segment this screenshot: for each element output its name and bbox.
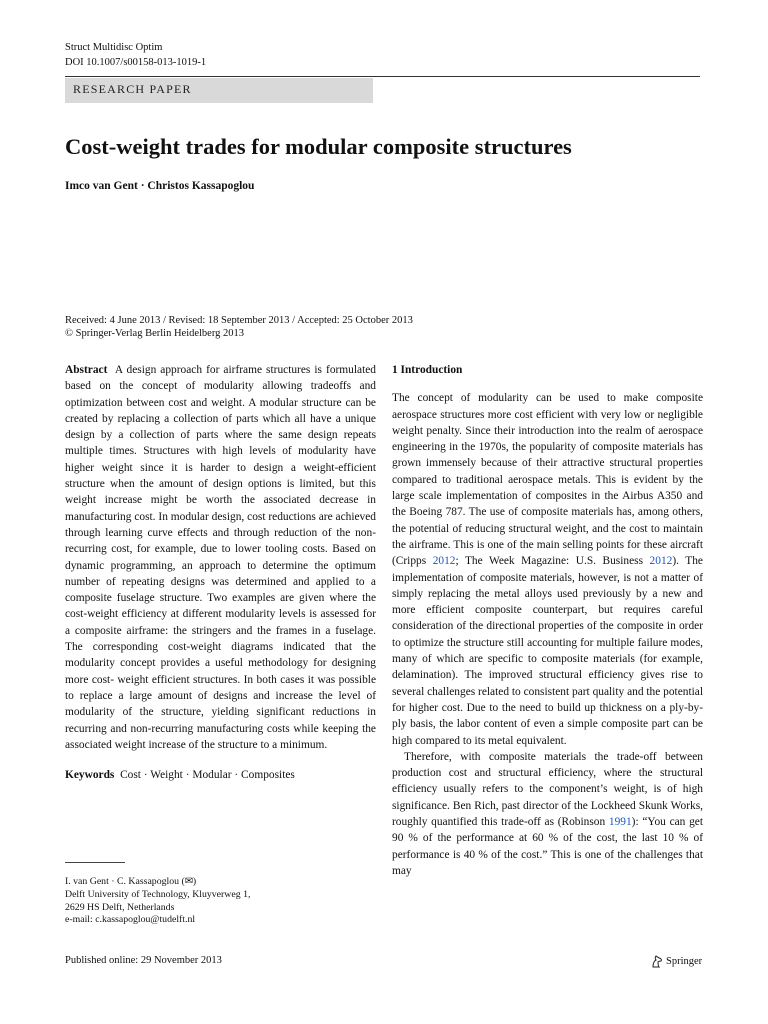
journal-name: Struct Multidisc Optim bbox=[65, 42, 163, 53]
intro-text: ; The Week Magazine: U.S. Business bbox=[455, 555, 650, 568]
citation-link[interactable]: 2012 bbox=[649, 555, 673, 568]
journal-header bbox=[65, 40, 206, 70]
article-history bbox=[65, 314, 413, 340]
affiliation-institution: Delft University of Technology, Kluyverweg 1, bbox=[65, 888, 251, 900]
intro-text: ). The implementation of composite materials, however, is not a matter of simply replacing the metal alloys used previously by a new and more efficient composite counterpart, but requires careful consideration of the directional properties of the composite in order to optimize the structure still accounting for multiple failure modes, many of which are specific to composite materials (for example, delamination). The improved structural efficiency gives rise to several challenges related to consistent part quality and the potential for higher cost. Due to the need to build up thickness on a ply-by-ply basis, the labor content of even a simple composite part can be high compared to its metal equivalent. bbox=[392, 555, 703, 747]
intro-text: The concept of modularity can be used to make composite aerospace structures more cost efficient with very low or negligible weight penalty. Since their introduction into the realm of aerospace engineering in the 1970s, the popularity of composite materials has grown immensely because of their attractive structural properties compared to traditional aerospace metals. This is evident by the large scale implementation of composites in the Airbus A350 and the Boeing 787. The use of composite materials has, among others, the potential of reducing structural weight, and the cost to maintain the airframe. This is one of the main selling points for these aircraft (Cripps bbox=[392, 392, 703, 568]
keywords-heading: Keywords bbox=[65, 769, 115, 782]
section-heading-introduction: 1 Introduction bbox=[392, 364, 463, 376]
published-online: Published online: 29 November 2013 bbox=[65, 955, 222, 966]
copyright: © Springer-Verlag Berlin Heidelberg 2013 bbox=[65, 328, 245, 339]
affiliation-names: I. van Gent · C. Kassapoglou (✉) bbox=[65, 876, 197, 887]
article-type-banner: RESEARCH PAPER bbox=[65, 78, 373, 103]
publisher-name: Springer bbox=[666, 956, 703, 967]
affiliation-city: 2629 HS Delft, Netherlands bbox=[65, 901, 175, 913]
intro-text: ): “You can get 90 % of the performance at 60 % of the cost, the last 10 % of performance is 40 % of the cost.” This is one of the challenges that may bbox=[392, 816, 703, 877]
intro-paragraph-1 bbox=[392, 390, 703, 749]
abstract-heading: Abstract bbox=[65, 364, 108, 376]
intro-paragraph-2 bbox=[392, 749, 703, 879]
springer-horse-icon bbox=[650, 955, 663, 968]
footnote-rule bbox=[65, 862, 125, 863]
right-column bbox=[392, 362, 703, 879]
history-dates: Received: 4 June 2013 / Revised: 18 September 2013 / Accepted: 25 October 2013 bbox=[65, 315, 413, 326]
authors: Imco van Gent · Christos Kassapoglou bbox=[65, 180, 255, 192]
keywords-text: Cost · Weight · Modular · Composites bbox=[120, 769, 295, 782]
intro-text: Therefore, with composite materials the trade-off between production cost and structural efficiency, where the structural efficiency usually refers to the component’s weight, is of high significance. Ben Rich, past director of the Lockheed Skunk Works, roughly quantified this trade-off as (Robinson bbox=[392, 750, 703, 829]
citation-link[interactable]: 2012 bbox=[432, 555, 456, 568]
abstract-text: A design approach for airframe structures is formulated based on the concept of modularity allowing tradeoffs and optimization between cost and weight. A modular structure can be created by replacing a collection of parts which all have a unique design by a collection of parts where the same design repeats multiple times. Structures with high levels of modularity have higher weight since it is harder to design a weight-efficient structure when the amount of design options is limited, but this weight increase might be worth the associated decrease in manufacturing cost. In modular design, cost reductions are achieved through learning curve effects and through reduction of the non-recurring cost, for example, due to lower tooling costs. Based on dynamic programming, an approach to determine the optimum number of repeating designs was determined and applied to a composite fuselage structure. Two examples are given where the cost-weight efficiency at different modularity levels is assessed for a composite airframe: the stringers and the frames in a fuselage. The corresponding cost-weight diagrams indicated that the modularity concept provides a useful methodology for designing more cost- weight efficient structures. In both cases it was possible to replace a large amount of designs and increase the level of modularity of the structure, yielding significant reductions in recurring and non-recurring manufacturing costs while keeping the associated weight increase of the structure to a minimum. bbox=[65, 364, 377, 751]
keywords bbox=[65, 767, 376, 783]
affiliation-email[interactable]: e-mail: c.kassapoglou@tudelft.nl bbox=[65, 914, 196, 926]
affiliation bbox=[65, 876, 250, 927]
publisher-logo bbox=[650, 955, 702, 968]
doi[interactable]: DOI 10.1007/s00158-013-1019-1 bbox=[65, 57, 207, 68]
left-column bbox=[65, 362, 376, 783]
citation-link[interactable]: 1991 bbox=[608, 816, 632, 829]
abstract bbox=[65, 362, 376, 753]
header-rule bbox=[65, 76, 700, 77]
paper-title: Cost-weight trades for modular composite structures bbox=[65, 134, 572, 159]
